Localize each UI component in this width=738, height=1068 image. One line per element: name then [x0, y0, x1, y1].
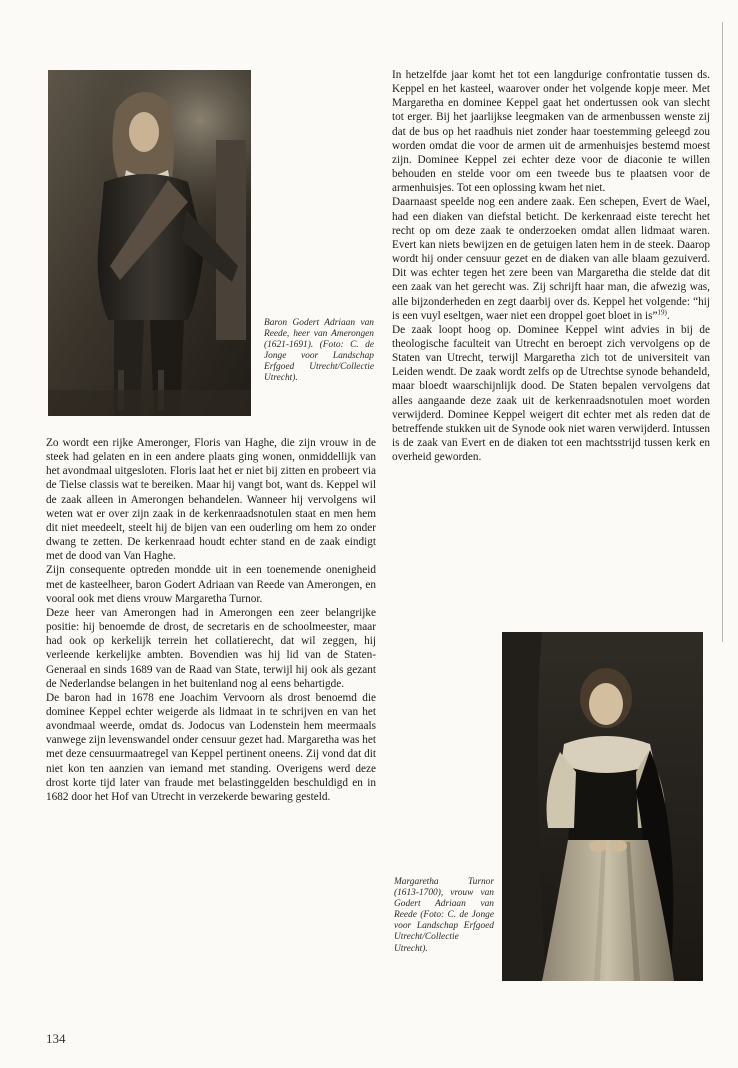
left-column [46, 436, 376, 804]
right-column [392, 68, 710, 464]
portrait-godert-adriaan-van-reede [48, 70, 251, 416]
right-paragraph-2-text: Daarnaast speelde nog een andere zaak. Een schepen, Evert de Wael, had een diaken van diefstal beticht. De kerkenraad eiste terecht het recht op om deze zaak te onderzoeken omdat allen lidmaat waren. Evert kan niets bewijzen en de getuigen laten hem in de steek. Daarop wordt hij onder censuur gezet en de diaken van alle blaam gezuiverd. Dit was echter tegen het zere been van Margaretha die stelde dat dit een zaak van het gerecht was. Zij schrijft haar man, die afwezig was, alle bijzonderheden en zegt daarbij over ds. Keppel het volgende: “hij is een vuyl eseltgen, waer niet een droppel goet bloet in is” [392, 196, 710, 322]
portrait-turnor-image [502, 632, 703, 981]
right-paragraph-2 [392, 195, 710, 322]
left-paragraph-1: Zo wordt een rijke Ameronger, Floris van Haghe, die zijn vrouw in de steek had gelaten en in een andere plaats ging wonen, onmiddellijk van het avondmaal uitgesloten. Floris laat het er niet bij zitten en probeert via de Tielse classis wat te bereiken. Maar hij vangt bot, want ds. Keppel wil de zaak alleen in Amerongen behandelen. Wanneer hij vervolgens wil weten wat er over zijn zaak in de kerkenraadsnotulen staat en men hem dit niet meedeelt, steelt hij de bijen van een ouderling om hem zo onder dwang te zetten. De kerkenraad houdt echter stand en de zaak eindigt met de dood van Van Haghe. [46, 437, 376, 563]
page-number: 134 [46, 1031, 66, 1046]
left-paragraph-2: Zijn consequente optreden mondde uit in een toenemende onenigheid met de kasteelheer, baron Godert Adriaan van Reede van Amerongen, en vooral ook met diens vrouw Margaretha Turnor. [46, 564, 376, 605]
right-paragraph-3: De zaak loopt hoog op. Dominee Keppel wint advies in bij de theologische faculteit van Utrecht en beroept zich vervolgens op de Staten van Utrecht, terwijl Margaretha zich tot de universiteit van Leiden wendt. De zaak wordt zelfs op de Utrechtse synode behandeld, maar bloedt waarschijnlijk dood. De Staten bepalen vervolgens dat alles aangaande deze zaak uit de kerkenraadsnotulen moet worden verwijderd. Dominee Keppel weigert dit echter met als reden dat de betreffende stukken uit de Synode ook niet waren verwijderd. Intussen is de zaak van Evert en de diaken tot een machtsstrijd tussen kerk en overheid geworden. [392, 323, 710, 464]
caption-turnor-text: Margaretha Turnor (1613-1700), vrouw van Godert Adriaan van Reede (Foto: C. de Jonge voor Landschap Erfgoed Utrecht/Collectie Utrecht). [394, 877, 494, 954]
caption-turnor [394, 877, 494, 955]
portrait-reede-image [48, 70, 251, 416]
caption-reede [264, 318, 374, 385]
footnote-tail: . [666, 309, 670, 322]
left-paragraph-4: De baron had in 1678 ene Joachim Vervoorn als drost benoemd die dominee Keppel echter weigerde als lidmaat in te schrijven en van het avondmaal weerde, omdat ds. Jodocus van Lodenstein hem meermaals vanwege zijn levenswandel onder censuur gezet had. Margaretha was het met deze censuurmaatregel van Keppel pertinent oneens. Zij vond dat dit niet kon ten aanzien van iemand met standing. Overigens werd deze drost korte tijd later van fraude met belastinggelden beschuldigd en in 1682 door het Hof van Utrecht in verzekerde bewaring gesteld. [46, 691, 376, 803]
portrait-margaretha-turnor [502, 632, 703, 981]
caption-reede-text: Baron Godert Adriaan van Reede, heer van Amerongen (1621-1691). (Foto: C. de Jonge voor Landschap Erfgoed Utrecht/Collectie Utrecht). [264, 318, 374, 384]
right-paragraph-1: In hetzelfde jaar komt het tot een langdurige confrontatie tussen ds. Keppel en het kasteel, waarover onder het volgende kopje meer. Met Margaretha en dominee Keppel gaat het ondertussen ook van slecht tot erger. Bij het jaarlijkse leegmaken van de armenbussen wenste zij dat de bus op het raadhuis niet zonder haar toestemming geleegd zou worden omdat die voor de armen uit de armenhuisjes bestemd moest zijn. Dominee Keppel zei echter deze voor de diaconie te willen behouden en stelde voor om een tweede bus te plaatsen voor de armenhuisjes. Tot een oplossing kwam het niet. [392, 69, 710, 195]
page-edge-rule [722, 22, 723, 642]
footnote-reference: 19) [657, 307, 667, 316]
left-paragraph-3: Deze heer van Amerongen had in Amerongen een zeer belangrijke positie: hij benoemde de drost, de secretaris en de schoolmeester, maar had ook op kerkelijk terrein het collatierecht, dat wil zeggen, hij verleende kerkelijke ambten. Bovendien was hij lid van de Staten-Generaal en sinds 1689 van de Raad van State, terwijl hij ook als gezant de Nederlandse belangen in het buitenland nog al eens behartigde. [46, 606, 376, 690]
